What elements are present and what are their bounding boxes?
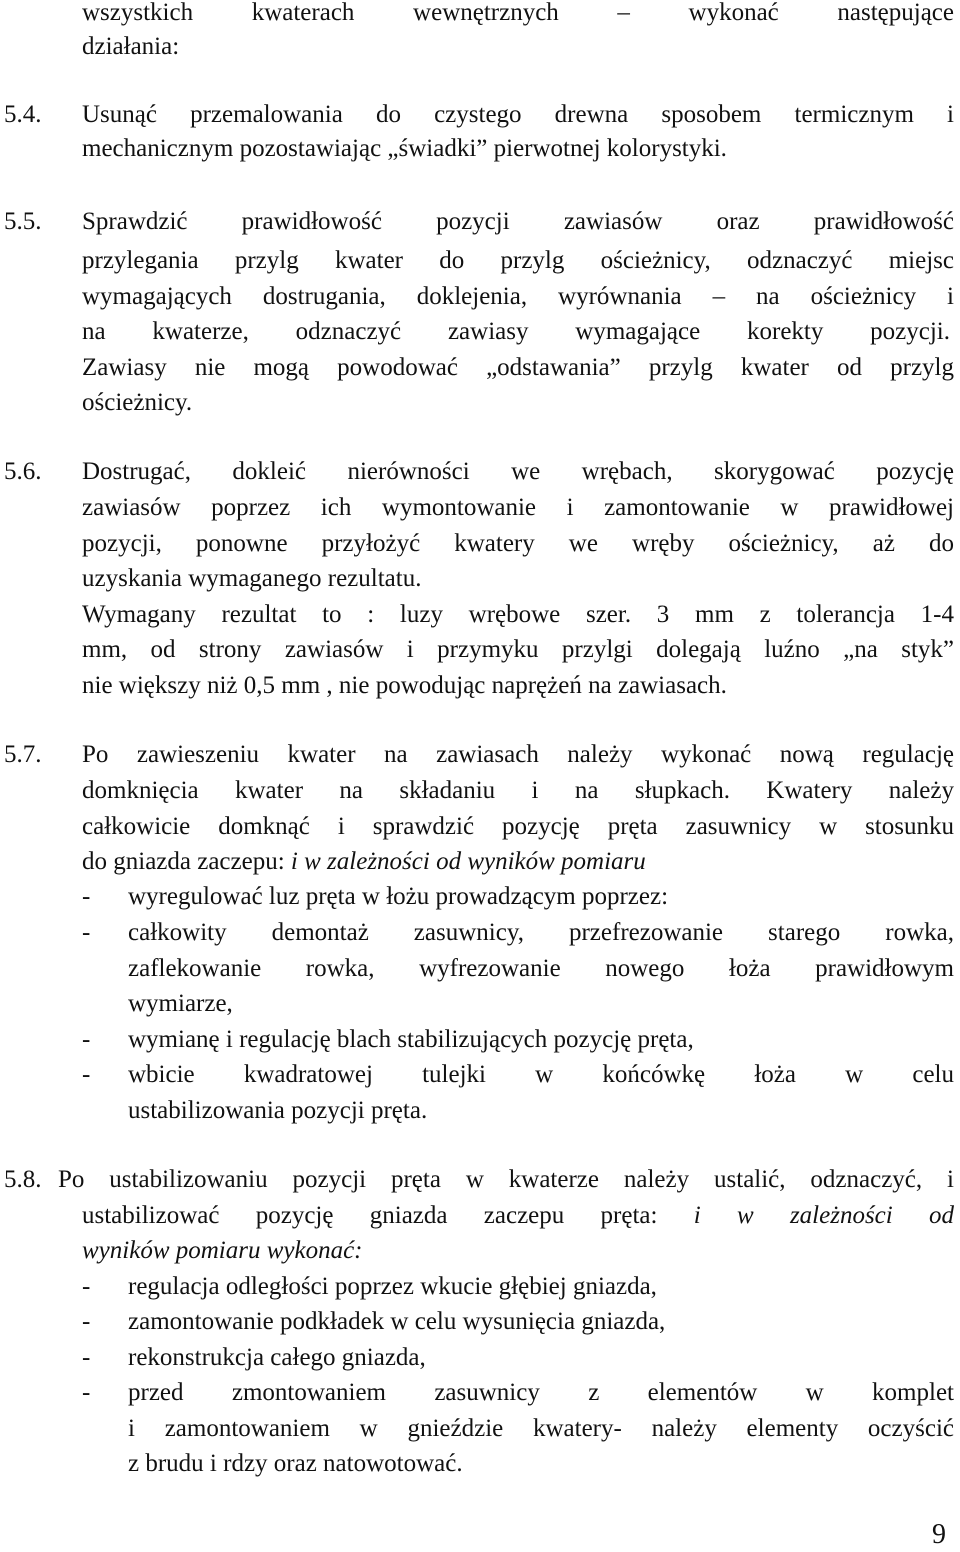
section-number-5-7: 5.7. bbox=[4, 741, 42, 768]
intro-line-2: działania: bbox=[82, 33, 180, 60]
bullet-dash: - bbox=[82, 1273, 91, 1300]
s55-line-3: wymagających dostrugania, doklejenia, wyrównania – na ościeżnicy i bbox=[82, 283, 954, 310]
s56-line-2: zawiasów poprzez ich wymontowanie i zamontowanie w prawidłowej bbox=[82, 494, 954, 521]
s58-line-1: Po ustabilizowaniu pozycji pręta w kwaterze należy ustalić, odznaczyć, i bbox=[58, 1166, 954, 1193]
s58-bullet-4-line-2: i zamontowaniem w gnieździe kwatery- należy elementy oczyścić bbox=[128, 1415, 954, 1442]
s56-line-4: uzyskania wymaganego rezultatu. bbox=[82, 565, 422, 592]
s57-bullet-2-line-3: wymiarze, bbox=[128, 990, 233, 1017]
s57-line-2: domknięcia kwater na składaniu i na słupkach. Kwatery należy bbox=[82, 777, 954, 804]
section-number-5-5: 5.5. bbox=[4, 208, 42, 235]
s54-line-1: Usunąć przemalowania do czystego drewna sposobem termicznym i bbox=[82, 101, 954, 128]
s57-line-4-italic: i w zależności od wyników pomiaru bbox=[290, 848, 646, 875]
bullet-dash: - bbox=[82, 1026, 91, 1053]
s56-line-5: Wymagany rezultat to : luzy wrębowe szer. 3 mm z tolerancja 1-4 bbox=[82, 601, 954, 628]
s55-line-6: ościeżnicy. bbox=[82, 389, 193, 416]
s58-line-2-italic: i w zależności od bbox=[693, 1202, 954, 1229]
s57-line-4-text: do gniazda zaczepu: bbox=[82, 848, 291, 875]
intro-line-1: wszystkich kwaterach wewnętrznych – wykonać następujące bbox=[82, 0, 954, 26]
section-number-5-8: 5.8. bbox=[4, 1166, 42, 1193]
s57-bullet-1: wyregulować luz pręta w łożu prowadzącym poprzez: bbox=[128, 883, 669, 910]
s57-line-1: Po zawieszeniu kwater na zawiasach należy wykonać nową regulację bbox=[82, 741, 954, 768]
s57-line-4 bbox=[82, 845, 646, 879]
s58-bullet-2: zamontowanie podkładek w celu wysunięcia gniazda, bbox=[128, 1308, 666, 1335]
s56-line-6: mm, od strony zawiasów i przymyku przylgi dolegają luźno „na styk” bbox=[82, 636, 954, 663]
s55-line-2: przylegania przylg kwater do przylg ościeżnicy, odznaczyć miejsc bbox=[82, 247, 954, 274]
bullet-dash: - bbox=[82, 919, 91, 946]
s58-bullet-4-line-1: przed zmontowaniem zasuwnicy z elementów w komplet bbox=[128, 1379, 954, 1406]
s55-line-5: Zawiasy nie mogą powodować „odstawania” przylg kwater od przylg bbox=[82, 354, 954, 381]
bullet-dash: - bbox=[82, 883, 91, 910]
bullet-dash: - bbox=[82, 1379, 91, 1406]
section-number-5-4: 5.4. bbox=[4, 101, 42, 128]
section-number-5-6: 5.6. bbox=[4, 458, 42, 485]
s58-bullet-4-line-3: z brudu i rdzy oraz natowotować. bbox=[128, 1450, 463, 1477]
bullet-dash: - bbox=[82, 1344, 91, 1371]
s57-bullet-2-line-1: całkowity demontaż zasuwnicy, przefrezowanie starego rowka, bbox=[128, 919, 954, 946]
bullet-dash: - bbox=[82, 1308, 91, 1335]
s57-bullet-3: wymianę i regulację blach stabilizujących pozycję pręta, bbox=[128, 1026, 694, 1053]
s57-line-3: całkowicie domknąć i sprawdzić pozycję pręta zasuwnicy w stosunku bbox=[82, 813, 954, 840]
s56-line-3: pozycji, ponowne przyłożyć kwatery we wręby ościeżnicy, aż do bbox=[82, 530, 954, 557]
s58-line-2 bbox=[82, 1199, 954, 1233]
s58-bullet-1: regulacja odległości poprzez wkucie głębiej gniazda, bbox=[128, 1273, 657, 1300]
bullet-dash: - bbox=[82, 1061, 91, 1088]
s56-line-1: Dostrugać, dokleić nierówności we wrębach, skorygować pozycję bbox=[82, 458, 954, 485]
s54-line-2: mechanicznym pozostawiając „świadki” pierwotnej kolorystyki. bbox=[82, 135, 727, 162]
s57-bullet-4-line-1: wbicie kwadratowej tulejki w końcówkę łoża w celu bbox=[128, 1061, 954, 1088]
s58-line-3: wyników pomiaru wykonać: bbox=[82, 1237, 363, 1264]
s57-bullet-2-line-2: zaflekowanie rowka, wyfrezowanie nowego łoża prawidłowym bbox=[128, 955, 954, 982]
page-number: 9 bbox=[932, 1519, 946, 1550]
s58-line-2-text: ustabilizować pozycję gniazda zaczepu pręta: bbox=[82, 1202, 694, 1229]
s58-bullet-3: rekonstrukcja całego gniazda, bbox=[128, 1344, 426, 1371]
s55-line-4: na kwaterze, odznaczyć zawiasy wymagające korekty pozycji. bbox=[82, 318, 950, 345]
s56-line-7: nie większy niż 0,5 mm , nie powodując naprężeń na zawiasach. bbox=[82, 672, 727, 699]
s55-line-1: Sprawdzić prawidłowość pozycji zawiasów oraz prawidłowość bbox=[82, 208, 954, 235]
s57-bullet-4-line-2: ustabilizowania pozycji pręta. bbox=[128, 1097, 428, 1124]
